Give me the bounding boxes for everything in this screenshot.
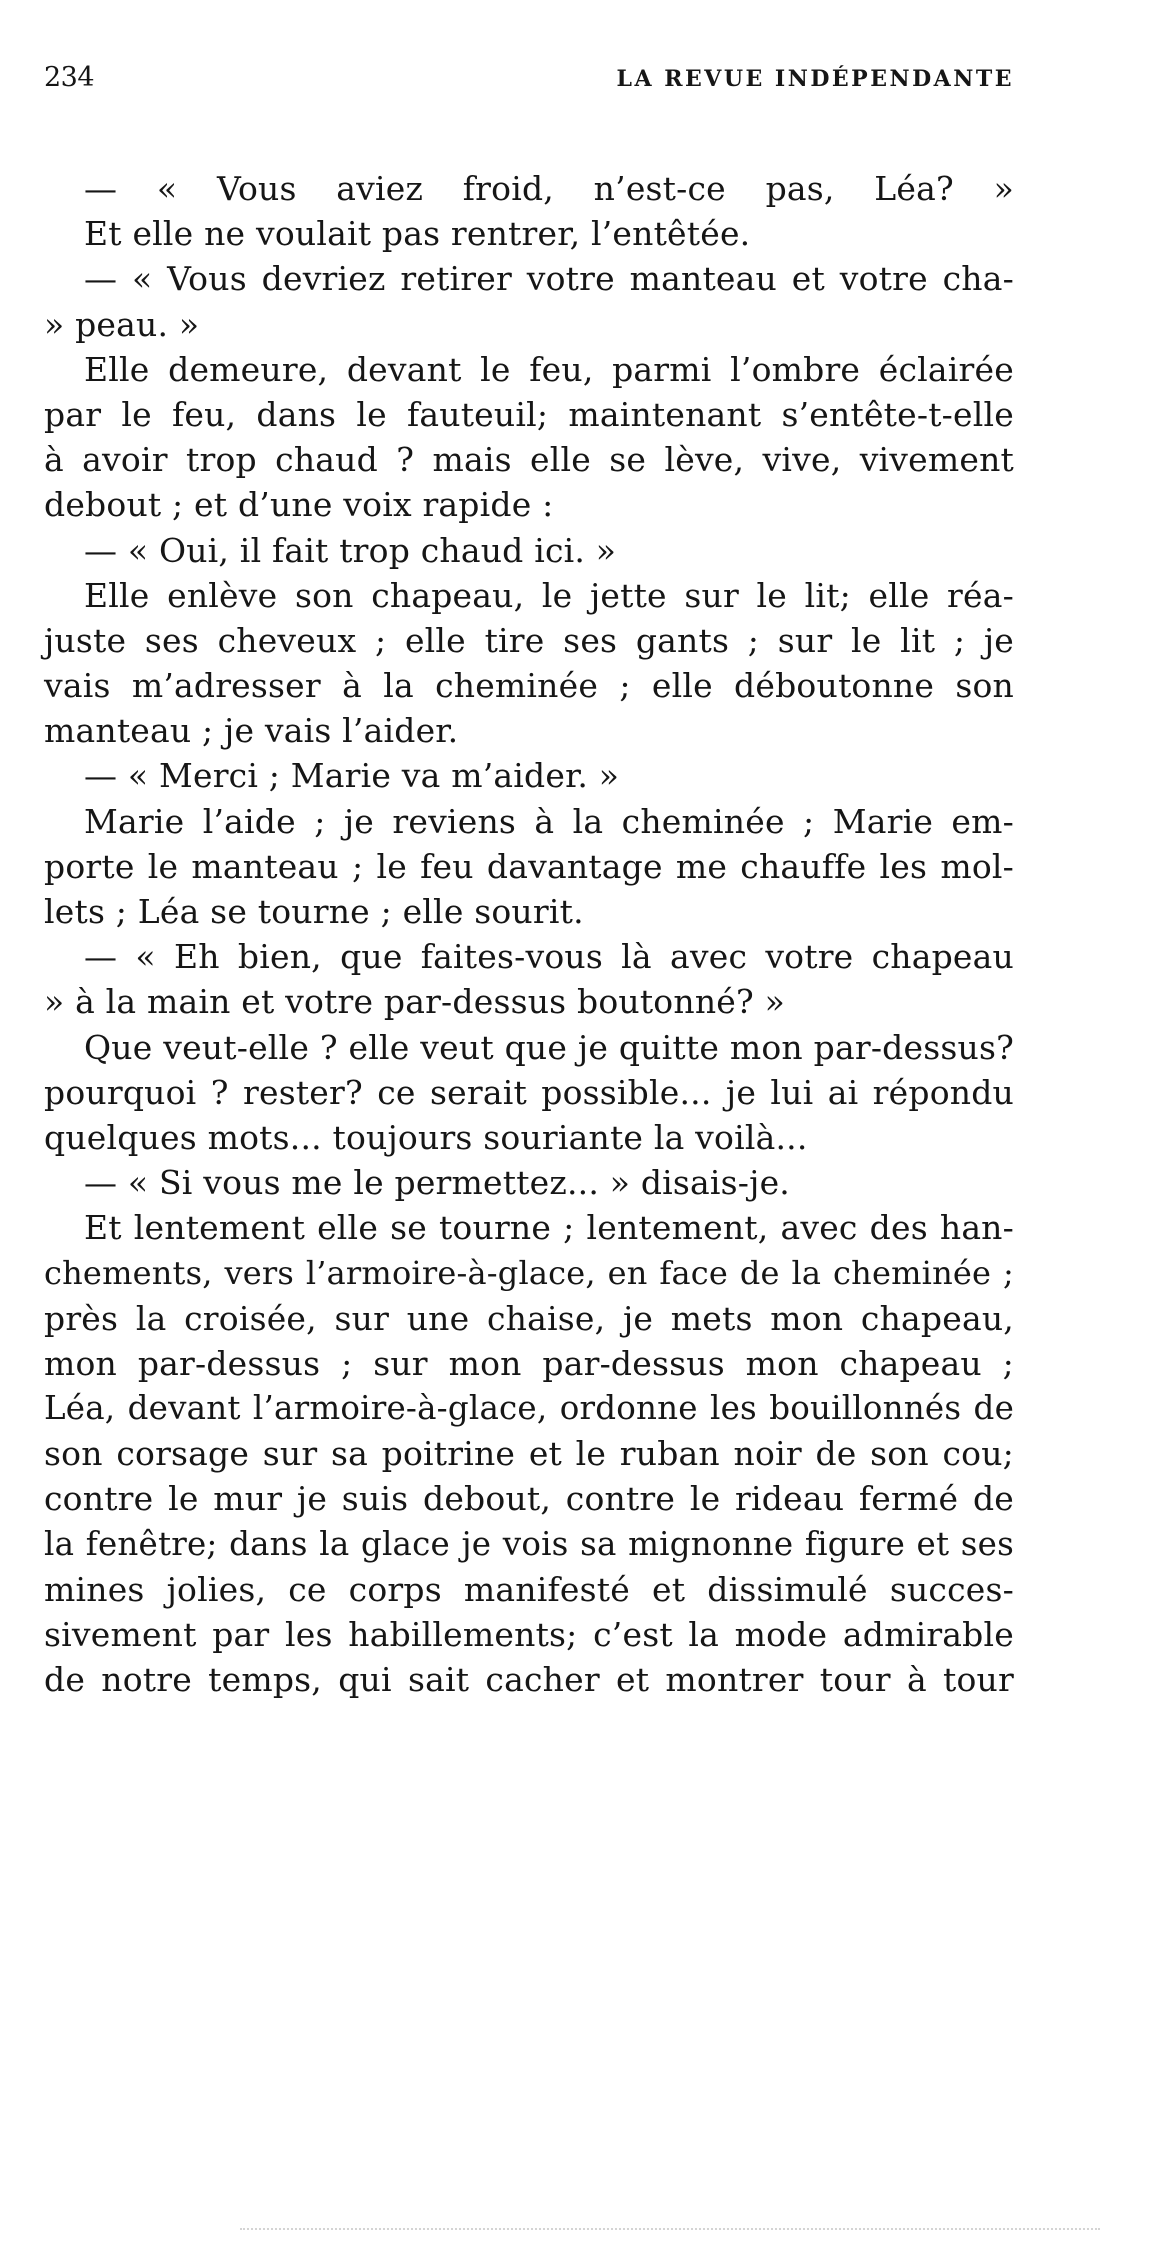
text-line: Que veut-elle ? elle veut que je quitte mon par-dessus? bbox=[84, 1027, 1014, 1067]
text-line: mines jolies, ce corps manifesté et dissimulé succes- bbox=[44, 1569, 1014, 1609]
text-line: — « Oui, il fait trop chaud ici. » bbox=[84, 530, 617, 570]
text-line: — « Merci ; Marie va m’aider. » bbox=[84, 756, 620, 796]
text-line: juste ses cheveux ; elle tire ses gants ; sur le lit ; je bbox=[44, 620, 1014, 660]
text-line: la fenêtre; dans la glace je vois sa mignonne figure et ses bbox=[44, 1524, 1014, 1563]
text-line: Et elle ne voulait pas rentrer, l’entêtée. bbox=[84, 214, 751, 254]
text-line: » peau. » bbox=[44, 304, 200, 344]
page-number: 234 bbox=[44, 62, 95, 93]
text-line: Léa, devant l’armoire-à-glace, ordonne les bouillonnés de bbox=[44, 1389, 1014, 1428]
text-line: lets ; Léa se tourne ; elle sourit. bbox=[44, 892, 584, 931]
text-line: chements, vers l’armoire-à-glace, en face de la cheminée ; bbox=[44, 1253, 1014, 1292]
text-line: quelques mots... toujours souriante la voilà... bbox=[44, 1117, 808, 1157]
text-line: — « Vous devriez retirer votre manteau et votre cha- bbox=[84, 259, 1014, 299]
text-line: — « Si vous me le permettez... » disais-je. bbox=[84, 1163, 790, 1203]
text-line: Marie l’aide ; je reviens à la cheminée ; Marie em- bbox=[84, 801, 1014, 841]
text-line: de notre temps, qui sait cacher et montrer tour à tour bbox=[44, 1660, 1014, 1700]
text-line: — « Vous aviez froid, n’est-ce pas, Léa? » bbox=[84, 169, 1014, 208]
text-line: Elle demeure, devant le feu, parmi l’ombre éclairée bbox=[84, 349, 1014, 389]
text-line: son corsage sur sa poitrine et le ruban noir de son cou; bbox=[44, 1434, 1014, 1474]
running-head: LA REVUE INDÉPENDANTE bbox=[616, 66, 1014, 92]
text-line: pourquoi ? rester? ce serait possible... je lui ai répondu bbox=[44, 1072, 1014, 1112]
body-text bbox=[44, 166, 1014, 1702]
text-line: manteau ; je vais l’aider. bbox=[44, 711, 459, 751]
text-line: porte le manteau ; le feu davantage me chauffe les mol- bbox=[44, 846, 1014, 886]
text-line: — « Eh bien, que faites-vous là avec votre chapeau bbox=[84, 937, 1014, 977]
page-header bbox=[44, 62, 1014, 102]
text-line: vais m’adresser à la cheminée ; elle déboutonne son bbox=[44, 666, 1014, 706]
text-line: mon par-dessus ; sur mon par-dessus mon chapeau ; bbox=[44, 1343, 1014, 1383]
text-line: Elle enlève son chapeau, le jette sur le lit; elle réa- bbox=[84, 575, 1014, 615]
scan-specks bbox=[240, 2228, 1100, 2236]
text-line: sivement par les habillements; c’est la mode admirable bbox=[44, 1615, 1014, 1654]
text-line: à avoir trop chaud ? mais elle se lève, vive, vivement bbox=[44, 440, 1014, 480]
text-line: » à la main et votre par-dessus boutonné? » bbox=[44, 982, 785, 1022]
text-line: par le feu, dans le fauteuil; maintenant s’entête-t-elle bbox=[44, 394, 1014, 434]
text-line: Et lentement elle se tourne ; lentement, avec des han- bbox=[84, 1208, 1014, 1248]
text-line: debout ; et d’une voix rapide : bbox=[44, 485, 554, 525]
text-line: près la croisée, sur une chaise, je mets mon chapeau, bbox=[44, 1298, 1014, 1338]
text-line: contre le mur je suis debout, contre le rideau fermé de bbox=[44, 1479, 1014, 1519]
